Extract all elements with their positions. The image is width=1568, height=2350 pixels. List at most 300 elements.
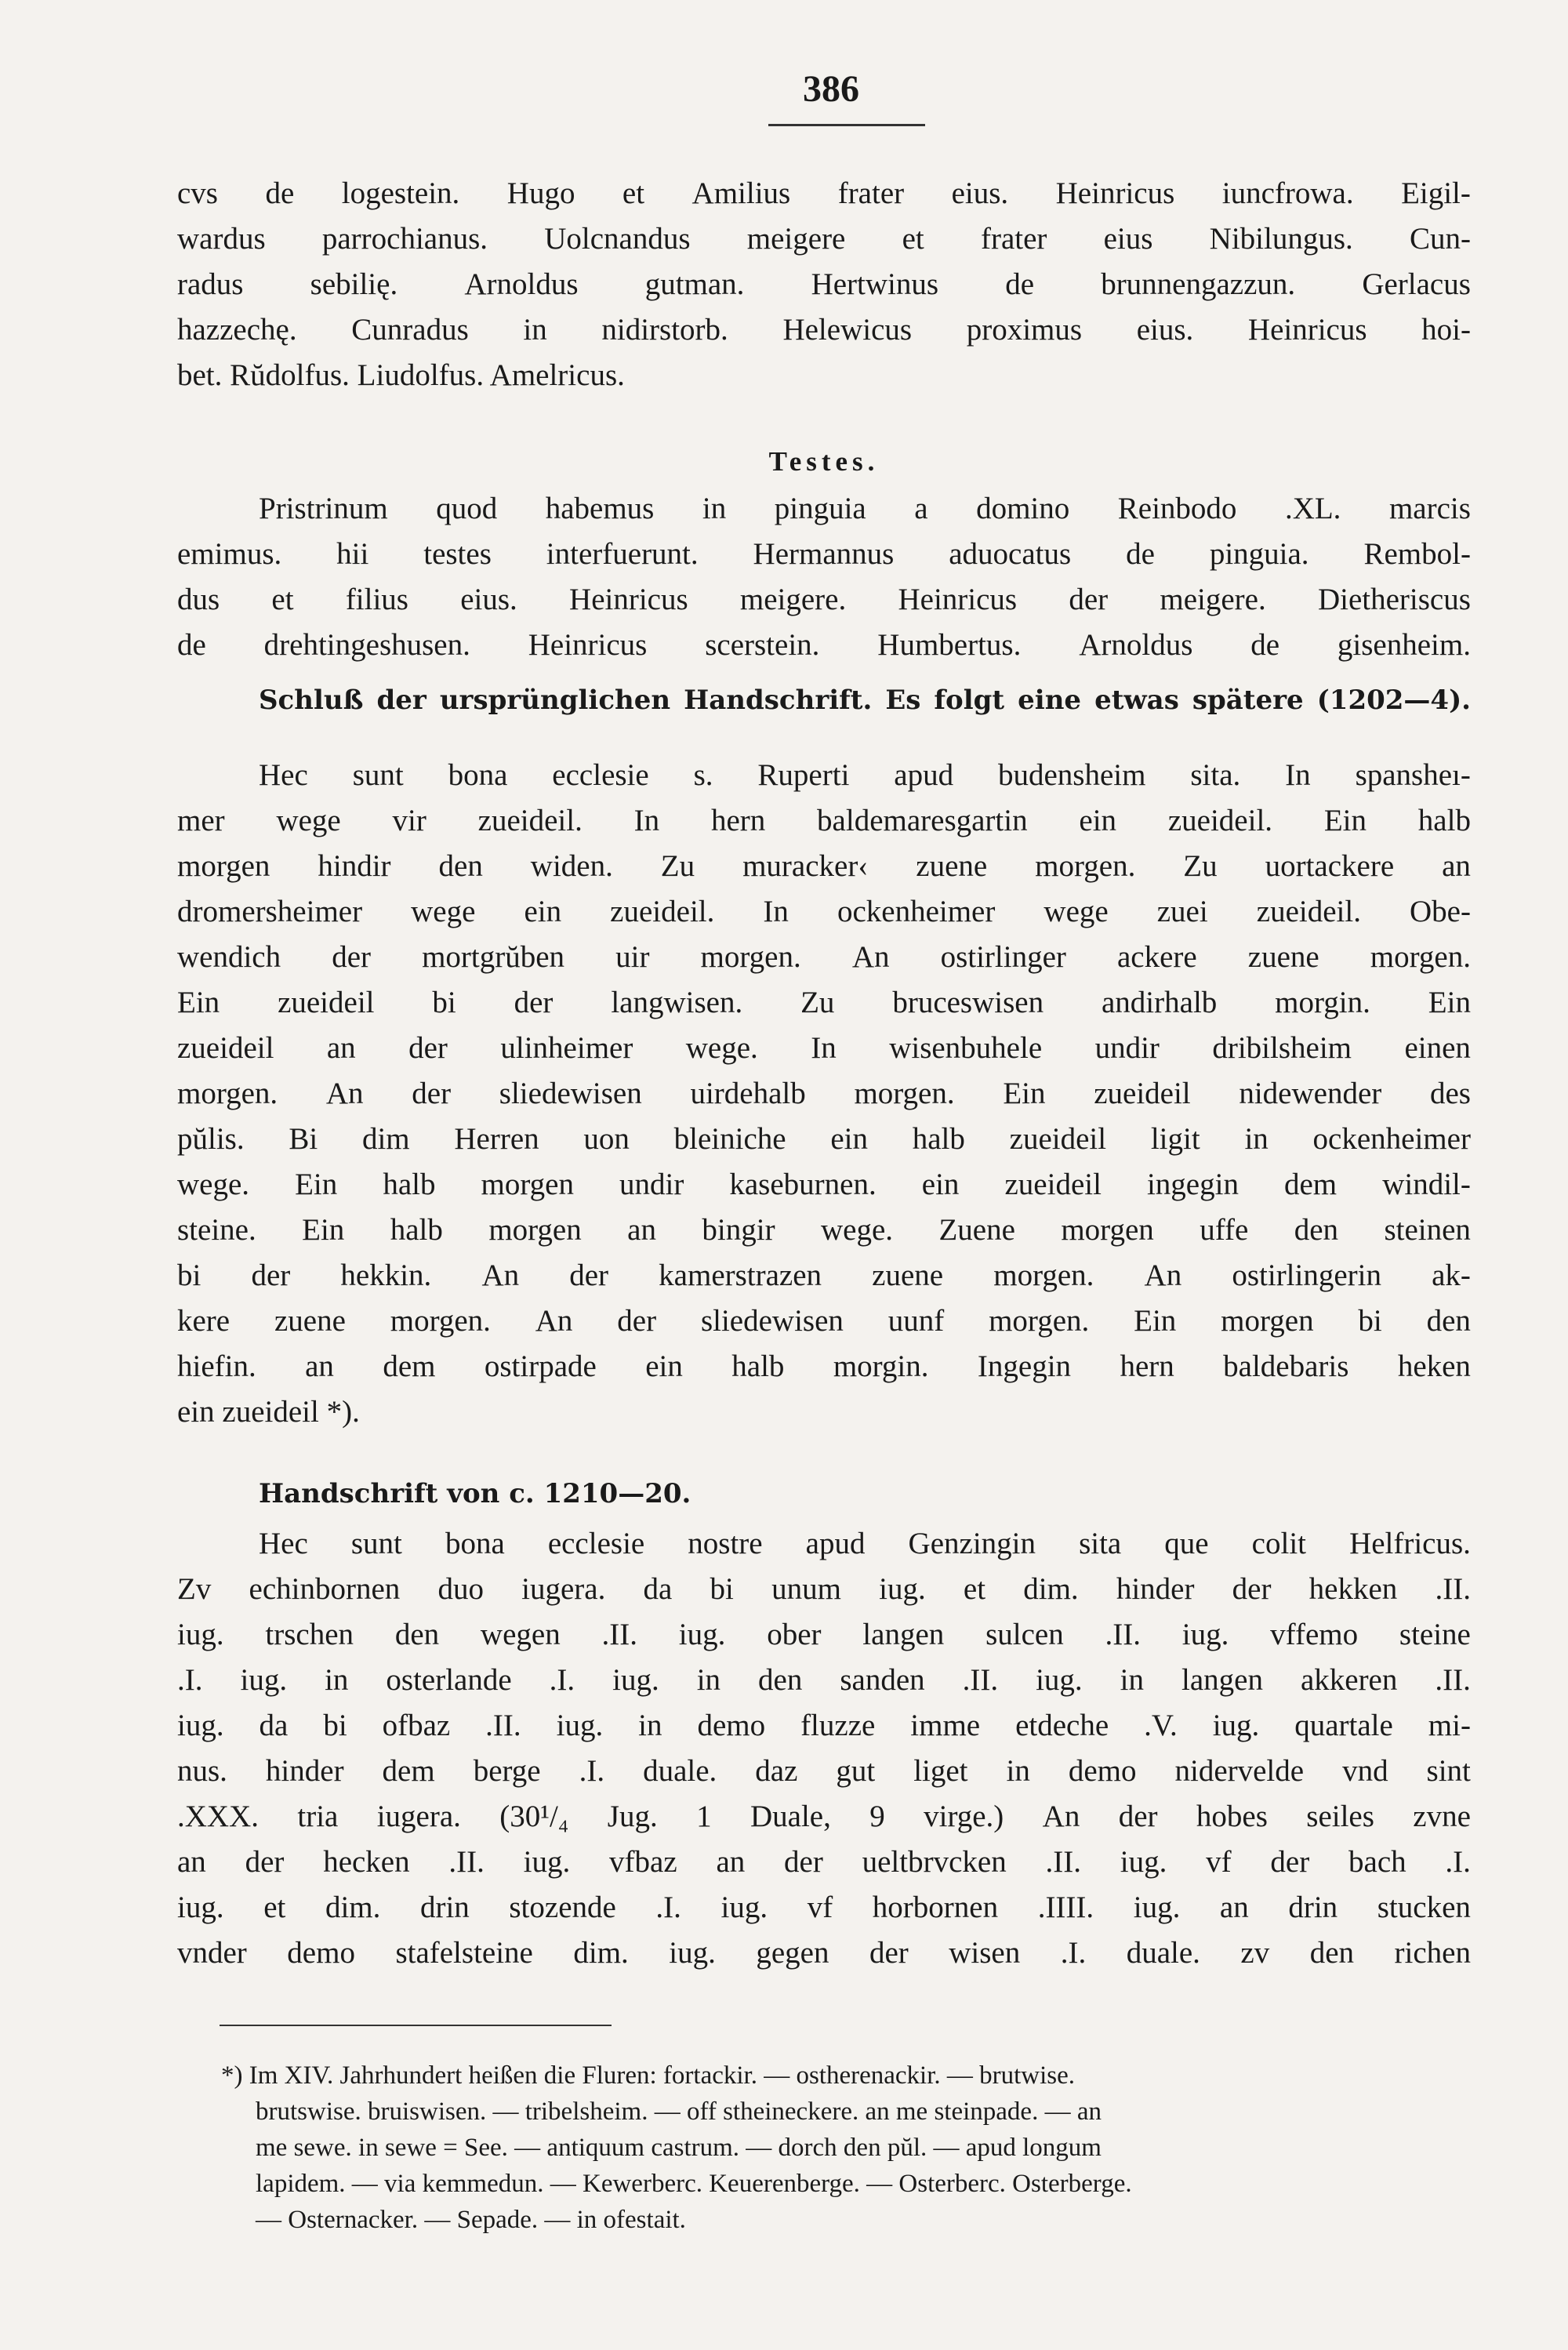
word: iugera.: [376, 1800, 461, 1833]
word: ostirlingerin: [1232, 1259, 1381, 1292]
word: an: [326, 1031, 356, 1065]
word: colit: [1251, 1527, 1306, 1560]
word: uffe: [1200, 1213, 1249, 1247]
footnote-rule: [220, 2025, 612, 2026]
footnote-line: me sewe. in sewe = See. — antiquum castrum. — dorch den pŭl. — apud longum: [256, 2134, 1102, 2162]
word: wegen: [480, 1618, 561, 1651]
word: demo: [287, 1936, 355, 1970]
word: an: [716, 1845, 746, 1879]
text-line: [177, 1208, 1471, 1253]
word: quod: [436, 492, 498, 525]
word: hern: [710, 804, 766, 837]
word: morgen.: [1370, 940, 1471, 974]
word: der: [332, 940, 372, 974]
word: demo: [1068, 1754, 1137, 1788]
text-line: [177, 798, 1471, 844]
text-line: [177, 1703, 1471, 1749]
word: hiefin.: [177, 1349, 256, 1383]
word: den: [1426, 1304, 1471, 1338]
footnote-line: *) Im XIV. Jahrhundert heißen die Fluren: fortackir. — ostherenackir. — brutwise.: [221, 2061, 1076, 2090]
word: .II.: [485, 1709, 521, 1742]
word: iugera.: [521, 1572, 606, 1606]
word: de: [1126, 537, 1155, 571]
word: ein: [1079, 804, 1117, 837]
word: hekkin.: [340, 1259, 432, 1292]
word: proximus: [966, 313, 1083, 347]
word: de: [177, 628, 206, 662]
word: an: [1442, 849, 1471, 883]
word: brunnengazzun.: [1101, 267, 1296, 301]
word: .I.: [579, 1754, 605, 1788]
text-line: [177, 753, 1471, 798]
word: dus: [177, 583, 220, 616]
word: kamerstrazen: [659, 1259, 822, 1292]
word: pinguia: [774, 492, 866, 525]
word: etdeche: [1015, 1709, 1109, 1742]
word: zueideil: [177, 1031, 274, 1065]
word: ockenheimer: [1312, 1122, 1471, 1156]
word: s.: [693, 758, 713, 792]
word: drin: [1288, 1891, 1338, 1924]
word: Zu: [1183, 849, 1218, 883]
word: der: [408, 1031, 448, 1065]
word: bruceswisen: [892, 986, 1044, 1019]
section-heading: Handschrift von c. 1210—20.: [259, 1478, 691, 1509]
text-line: [177, 307, 1471, 353]
word: Reinbodo: [1117, 492, 1237, 525]
text-line: [177, 1162, 1471, 1208]
word: Dietheriscus: [1317, 583, 1471, 616]
word: bi: [323, 1709, 347, 1742]
word: eius: [1103, 222, 1153, 256]
word: heken: [1397, 1349, 1471, 1383]
word: Nibilungus.: [1209, 222, 1353, 256]
word: .V.: [1144, 1709, 1178, 1742]
word: spansheı-: [1355, 758, 1471, 792]
text-line: [177, 1253, 1471, 1298]
word: aduocatus: [949, 537, 1072, 571]
word: de: [1250, 628, 1280, 662]
word: gisenheim.: [1337, 628, 1471, 662]
word: der: [376, 685, 426, 716]
word: zueideil: [1094, 1077, 1191, 1110]
word: eius.: [460, 583, 517, 616]
word: iug.: [1212, 1709, 1260, 1742]
word: halb: [731, 1349, 785, 1383]
word: hii: [336, 537, 369, 571]
word: morgen.: [993, 1259, 1094, 1292]
word: morgen.: [700, 940, 801, 974]
word: .I.: [1445, 1845, 1471, 1879]
text-line: [177, 677, 1471, 723]
text-line: [177, 262, 1471, 307]
word: morgin.: [833, 1349, 929, 1383]
word: hoi-: [1421, 313, 1471, 347]
word: zvne: [1413, 1800, 1471, 1833]
word: Cunradus: [351, 313, 469, 347]
word: uirdehalb: [690, 1077, 806, 1110]
word: der: [869, 1936, 909, 1970]
word: Duale,: [750, 1800, 831, 1833]
word: Cun-: [1409, 222, 1471, 256]
word: nidewender: [1239, 1077, 1382, 1110]
word: etwas: [1094, 685, 1179, 716]
text-line: ein zueideil *).: [177, 1395, 360, 1429]
text-line: [177, 889, 1471, 935]
word: An: [1042, 1800, 1080, 1833]
word: dem: [382, 1754, 435, 1788]
word: daz: [755, 1754, 798, 1788]
word: sliedewisen: [499, 1077, 642, 1110]
word: frater: [980, 222, 1047, 256]
word: dim: [361, 1122, 410, 1156]
word: stozende: [509, 1891, 616, 1924]
word: iug.: [177, 1709, 224, 1742]
word: in: [1244, 1122, 1269, 1156]
word: ober: [767, 1618, 822, 1651]
word: uon: [583, 1122, 630, 1156]
word: habemus: [545, 492, 655, 525]
word: drehtingeshusen.: [263, 628, 470, 662]
word: hecken: [323, 1845, 410, 1879]
word: apud: [805, 1527, 866, 1560]
word: wege.: [177, 1168, 250, 1201]
word: uir: [615, 940, 650, 974]
word: sint: [1426, 1754, 1471, 1788]
word: dim.: [573, 1936, 629, 1970]
word: Arnoldus: [1079, 628, 1193, 662]
word: der: [1118, 1800, 1158, 1833]
word: In: [763, 895, 789, 928]
word: iug.: [523, 1845, 571, 1879]
word: mi-: [1428, 1709, 1471, 1742]
word: iug.: [1120, 1845, 1167, 1879]
word: vf: [807, 1891, 833, 1924]
word: sebilię.: [310, 267, 398, 301]
word: Es: [885, 685, 921, 716]
word: in: [523, 313, 547, 347]
word: undir: [619, 1168, 684, 1201]
word: iug.: [177, 1618, 224, 1651]
word: der: [1069, 583, 1109, 616]
word: zuene: [1247, 940, 1319, 974]
word: Hermannus: [753, 537, 895, 571]
word: ein: [524, 895, 562, 928]
word: zueideil.: [1167, 804, 1273, 837]
word: mer: [177, 804, 225, 837]
word: hern: [1120, 1349, 1174, 1383]
word: sulcen: [985, 1618, 1064, 1651]
word: halb: [1417, 804, 1471, 837]
text-line: [177, 844, 1471, 889]
text-line: [177, 1794, 1471, 1840]
word: steine: [1399, 1618, 1471, 1651]
word: kaseburnen.: [729, 1168, 877, 1201]
word: .II.: [1435, 1663, 1471, 1697]
word: Genzingin: [908, 1527, 1036, 1560]
word: Hec: [259, 1527, 308, 1560]
word: bi: [432, 986, 456, 1019]
word: Hec: [259, 758, 308, 792]
word: Uolcnandus: [544, 222, 691, 256]
word: ofbaz: [382, 1709, 451, 1742]
word: domino: [976, 492, 1070, 525]
footnote-line: brutswise. bruiswisen. — tribelsheim. — off stheineckere. an me steinpade. — an: [256, 2098, 1102, 2126]
word: folgt: [934, 685, 1005, 716]
word: In: [1285, 758, 1311, 792]
word: .II.: [1105, 1618, 1141, 1651]
word: (30¹/₄: [499, 1800, 569, 1833]
text-line: [177, 1930, 1471, 1976]
word: nostre: [688, 1527, 763, 1560]
text-line: [177, 1749, 1471, 1794]
word: zueideil.: [610, 895, 715, 928]
word: An: [851, 940, 890, 974]
word: Ein: [1134, 1304, 1177, 1338]
word: que: [1164, 1527, 1209, 1560]
word: wardus: [177, 222, 266, 256]
word: zueideil: [1004, 1168, 1102, 1201]
word: unum: [771, 1572, 841, 1606]
word: zueideil: [1009, 1122, 1107, 1156]
word: baldemaresgartin: [817, 804, 1028, 837]
word: .II.: [448, 1845, 485, 1879]
word: emimus.: [177, 537, 282, 571]
word: dribilsheim: [1212, 1031, 1352, 1065]
word: morgen: [488, 1213, 582, 1247]
word: ein: [830, 1122, 868, 1156]
word: zuei: [1156, 895, 1208, 928]
word: langen: [862, 1618, 945, 1651]
word: iug.: [879, 1572, 926, 1606]
word: morgen.: [1035, 849, 1136, 883]
word: morgin.: [1275, 986, 1370, 1019]
text-line: [177, 623, 1471, 668]
text-line: [177, 171, 1471, 216]
text-line: [177, 980, 1471, 1026]
word: iug.: [1181, 1618, 1229, 1651]
word: .II.: [601, 1618, 637, 1651]
word: eius.: [951, 176, 1009, 210]
text-line: [177, 1117, 1471, 1162]
word: pinguia.: [1209, 537, 1309, 571]
word: halb: [383, 1168, 436, 1201]
word: Herren: [454, 1122, 539, 1156]
word: hinder: [1116, 1572, 1195, 1606]
word: der: [1232, 1572, 1272, 1606]
word: bi: [177, 1259, 201, 1292]
word: Jug.: [607, 1800, 658, 1833]
word: uunf: [887, 1304, 945, 1338]
word: 1: [696, 1800, 712, 1833]
word: imme: [910, 1709, 981, 1742]
word: hobes: [1196, 1800, 1268, 1833]
page-number: 386: [803, 68, 859, 110]
word: testes: [423, 537, 492, 571]
word: seiles: [1306, 1800, 1374, 1833]
word: an: [627, 1213, 656, 1247]
word: iug.: [1133, 1891, 1181, 1924]
word: frater: [837, 176, 905, 210]
word: Ingegin: [977, 1349, 1072, 1383]
word: gutman.: [644, 267, 745, 301]
word: tria: [297, 1800, 339, 1833]
word: cvs: [177, 176, 218, 210]
word: morgen: [177, 849, 270, 883]
word: Humbertus.: [877, 628, 1022, 662]
word: den: [758, 1663, 803, 1697]
word: pŭlis.: [177, 1122, 245, 1156]
text-line: [177, 532, 1471, 577]
word: Ein: [1003, 1077, 1046, 1110]
word: hinder: [265, 1754, 344, 1788]
word: Pristrinum: [259, 492, 388, 525]
text-line: [177, 1567, 1471, 1612]
word: Helewicus: [782, 313, 913, 347]
word: An: [481, 1259, 520, 1292]
word: in: [638, 1709, 662, 1742]
word: windil-: [1382, 1168, 1471, 1201]
word: gegen: [756, 1936, 829, 1970]
word: ueltbrvcken: [862, 1845, 1007, 1879]
word: iug.: [669, 1936, 716, 1970]
word: ingegin: [1146, 1168, 1239, 1201]
word: nidervelde: [1174, 1754, 1305, 1788]
word: iug.: [240, 1663, 288, 1697]
word: Hertwinus: [811, 267, 939, 301]
word: fluzze: [800, 1709, 876, 1742]
word: hekken: [1308, 1572, 1398, 1606]
word: bach: [1348, 1845, 1406, 1879]
word: mortgrŭben: [422, 940, 565, 974]
word: sunt: [352, 758, 404, 792]
word: morgen.: [390, 1304, 491, 1338]
word: bi: [1358, 1304, 1382, 1338]
word: langwisen.: [611, 986, 743, 1019]
word: de: [1005, 267, 1035, 301]
word: wege: [276, 804, 341, 837]
word: demo: [697, 1709, 766, 1742]
word: iuncfrowa.: [1221, 176, 1354, 210]
word: iug.: [177, 1891, 224, 1924]
word: an: [1219, 1891, 1249, 1924]
word: der: [1270, 1845, 1310, 1879]
word: bona: [448, 758, 508, 792]
header-rule: [768, 124, 925, 126]
word: vnder: [177, 1936, 247, 1970]
word: duo: [437, 1572, 484, 1606]
word: andirhalb: [1102, 986, 1218, 1019]
word: Ruperti: [757, 758, 850, 792]
word: hindir: [318, 849, 391, 883]
word: vir: [392, 804, 426, 837]
word: de: [265, 176, 295, 210]
word: langen: [1181, 1663, 1263, 1697]
word: dim.: [325, 1891, 381, 1924]
word: einen: [1404, 1031, 1471, 1065]
word: wendich: [177, 940, 281, 974]
word: Heinricus: [569, 583, 688, 616]
word: der: [617, 1304, 657, 1338]
word: 9: [869, 1800, 885, 1833]
word: Gerlacus: [1362, 267, 1471, 301]
word: morgen: [1061, 1213, 1154, 1247]
footnote-line: lapidem. — via kemmedun. — Kewerberc. Keuerenberge. — Osterberc. Osterberge.: [256, 2170, 1132, 2198]
word: iug.: [556, 1709, 604, 1742]
word: .XXX.: [177, 1800, 259, 1833]
word: in: [1120, 1663, 1145, 1697]
word: der: [784, 1845, 823, 1879]
word: a: [914, 492, 928, 525]
word: meigere.: [1160, 583, 1266, 616]
word: spätere: [1192, 685, 1304, 716]
word: wege: [1044, 895, 1109, 928]
text-line: [177, 1885, 1471, 1930]
word: meigere: [746, 222, 846, 256]
word: ockenheimer: [837, 895, 996, 928]
word: wege.: [821, 1213, 894, 1247]
word: liget: [913, 1754, 968, 1788]
word: richen: [1394, 1936, 1471, 1970]
word: berge: [473, 1754, 541, 1788]
word: den: [1309, 1936, 1355, 1970]
word: wisen: [949, 1936, 1021, 1970]
word: uortackere: [1265, 849, 1395, 883]
word: ak-: [1432, 1259, 1471, 1292]
word: eine: [1018, 685, 1082, 716]
word: der: [569, 1259, 609, 1292]
word: halb: [390, 1213, 443, 1247]
word: Arnoldus: [464, 267, 579, 301]
word: Ein: [1428, 986, 1471, 1019]
word: muracker‹: [742, 849, 869, 883]
word: vffemo: [1270, 1618, 1359, 1651]
word: bleiniche: [673, 1122, 786, 1156]
word: ein: [645, 1349, 683, 1383]
word: ackere: [1116, 940, 1197, 974]
word: sita: [1079, 1527, 1122, 1560]
word: iug.: [612, 1663, 659, 1697]
text-line: [177, 1658, 1471, 1703]
word: .I.: [655, 1891, 681, 1924]
word: baldebaris: [1223, 1349, 1349, 1383]
word: Zu: [800, 986, 835, 1019]
text-line: [177, 1840, 1471, 1885]
word: nidirstorb.: [601, 313, 728, 347]
word: .II.: [1435, 1572, 1471, 1606]
word: dem: [1284, 1168, 1338, 1201]
word: bingir: [702, 1213, 775, 1247]
word: zv: [1240, 1936, 1270, 1970]
word: zuene: [916, 849, 988, 883]
word: Ein: [302, 1213, 345, 1247]
word: apud: [894, 758, 954, 792]
word: sita.: [1190, 758, 1241, 792]
word: Helfricus.: [1349, 1527, 1471, 1560]
word: iug.: [678, 1618, 726, 1651]
word: undir: [1094, 1031, 1160, 1065]
word: stucken: [1377, 1891, 1471, 1924]
word: interfuerunt.: [546, 537, 699, 571]
word: budensheim: [998, 758, 1146, 792]
word: scerstein.: [705, 628, 820, 662]
word: ecclesie: [547, 1527, 645, 1560]
footnote-line: — Osternacker. — Sepade. — in ofestait.: [256, 2206, 686, 2234]
word: nus.: [177, 1754, 227, 1788]
word: steinen: [1384, 1213, 1471, 1247]
text-line: [177, 216, 1471, 262]
word: in: [1006, 1754, 1030, 1788]
